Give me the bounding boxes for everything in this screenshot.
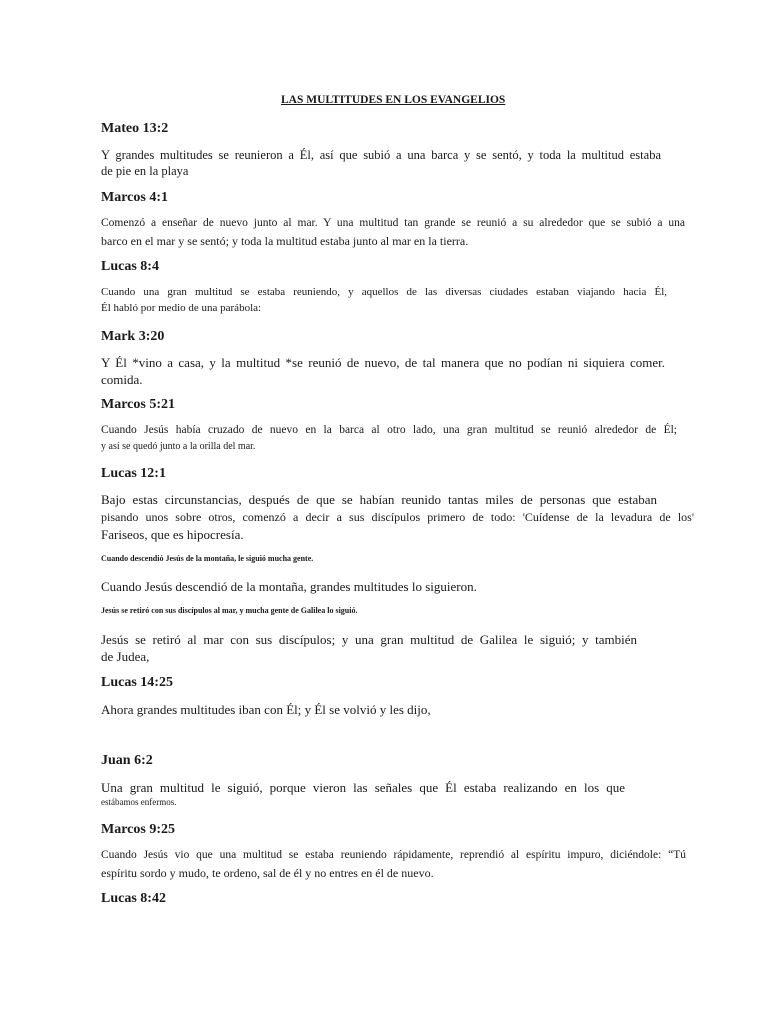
verse-line: Jesús se retiró al mar con sus discípulos; y una gran multitud de Galilea le siguió; y también	[101, 632, 637, 647]
section-heading: Marcos 5:21	[101, 397, 175, 412]
section-heading: Mateo 13:2	[101, 121, 169, 136]
section-heading: Lucas 8:42	[101, 891, 166, 906]
verse-line: Cuando Jesús vio que una multitud se estaba reuniendo rápidamente, reprendió al espíritu impuro, diciéndole: “Tú	[101, 849, 686, 861]
verse-line: Ahora grandes multitudes iban con Él; y Él se volvió y les dijo,	[101, 702, 431, 717]
verse-line: Cuando Jesús había cruzado de nuevo en la barca al otro lado, una gran multitud se reunió alrededor de Él;	[101, 424, 677, 436]
verse-line: Y grandes multitudes se reunieron a Él, así que subió a una barca y se sentó, y toda la multitud estaba	[101, 148, 661, 162]
verse-line: Fariseos, que es hipocresía.	[101, 527, 244, 542]
document-title: LAS MULTITUDES EN LOS EVANGELIOS	[281, 94, 506, 106]
section-heading: Marcos 4:1	[101, 190, 168, 205]
verse-line: Cuando Jesús descendió de la montaña, grandes multitudes lo siguieron.	[101, 579, 477, 594]
verse-line: barco en el mar y se sentó; y toda la multitud estaba junto al mar en la tierra.	[101, 234, 469, 248]
verse-line: Y Él *vino a casa, y la multitud *se reunió de nuevo, de tal manera que no podían ni siquiera comer.	[101, 355, 665, 370]
verse-line: de Judea,	[101, 649, 150, 664]
section-heading: Juan 6:2	[101, 753, 153, 768]
verse-line: Él habló por medio de una parábola:	[101, 302, 262, 314]
section-heading: Mark 3:20	[101, 329, 165, 344]
verse-line: Comenzó a enseñar de nuevo junto al mar. Y una multitud tan grande se reunió a su alrededor que se subió a una	[101, 217, 685, 229]
verse-line: pisando unos sobre otros, comenzó a decir a sus discípulos primero de todo: 'Cuídense de la levadura de los'	[101, 510, 694, 524]
section-heading: Marcos 9:25	[101, 822, 175, 837]
verse-line: espíritu sordo y mudo, te ordeno, sal de él y no entres en él de nuevo.	[101, 866, 434, 880]
verse-note: Cuando descendió Jesús de la montaña, le siguió mucha gente.	[101, 554, 314, 563]
verse-note: Jesús se retiró con sus discípulos al mar, y mucha gente de Galilea lo siguió.	[101, 606, 358, 615]
section-heading: Lucas 12:1	[101, 466, 166, 481]
verse-line: comida.	[101, 372, 143, 387]
verse-line: de pie en la playa	[101, 164, 189, 178]
verse-line: Una gran multitud le siguió, porque vieron las señales que Él estaba realizando en los que	[101, 780, 625, 795]
verse-line: Bajo estas circunstancias, después de que se habían reunido tantas miles de personas que estaban	[101, 492, 657, 507]
verse-line: y así se quedó junto a la orilla del mar.	[101, 441, 256, 452]
section-heading: Lucas 8:4	[101, 259, 159, 274]
section-heading: Lucas 14:25	[101, 675, 173, 690]
verse-line: estábamos enfermos.	[101, 797, 177, 807]
verse-line: Cuando una gran multitud se estaba reuniendo, y aquellos de las diversas ciudades estaban viajando hacia Él,	[101, 286, 667, 298]
